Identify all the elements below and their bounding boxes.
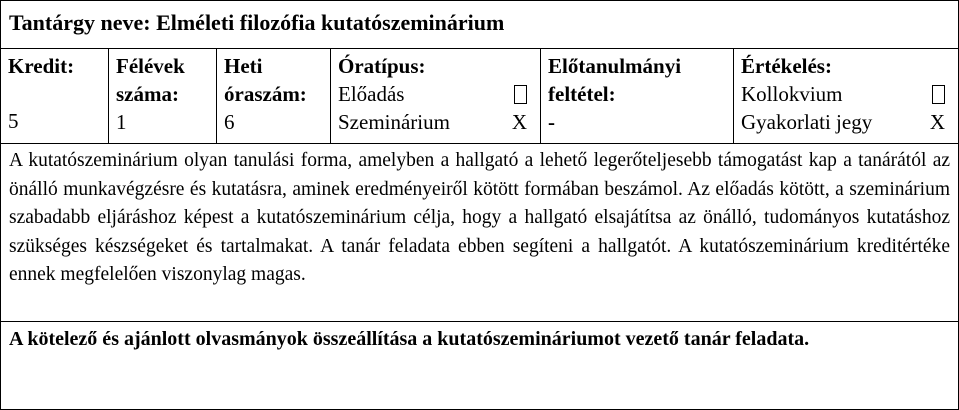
prerequisite-cell — [541, 49, 734, 143]
evaluation-option-practical — [741, 108, 953, 136]
evaluation-option-colloquium-label: Kollokvium — [741, 82, 843, 106]
course-description: A kutatószeminárium olyan tanulási forma, amelyben a hallgató a lehető legerőteljesebb támogatást kap a tanárától az önálló munkavégzésre és kutatásra, aminek eredményeiről kötött formában beszámol. Az előadás kötött, a szeminárium szabadabb eljáráshoz képest a kutatószeminárium célja, hogy a hallgató elsajátítsa az önálló, tudományos kutatáshoz szükséges készségeket és tartalmakat. A tanár feladata ebben segíteni a hallgatót. A kutatószeminárium kreditértéke ennek megfelelően viszonylag magas. — [9, 150, 950, 286]
prerequisite-value: - — [548, 110, 555, 134]
evaluation-option-practical-label: Gyakorlati jegy — [741, 110, 873, 134]
weekly-hours-cell — [217, 49, 331, 143]
weekly-hours-label-1: Heti — [224, 54, 263, 78]
class-type-option-lecture — [338, 80, 535, 108]
class-type-option-seminar-label: Szeminárium — [338, 110, 450, 134]
weekly-hours-label-2: óraszám: — [224, 82, 307, 106]
semesters-value: 1 — [116, 110, 127, 134]
prerequisite-label-2: feltétel: — [548, 82, 616, 106]
semesters-label-2: száma: — [116, 82, 179, 106]
semesters-cell — [109, 49, 217, 143]
evaluation-label: Értékelés: — [741, 54, 832, 78]
checkbox-empty-icon — [514, 85, 527, 104]
class-type-cell — [331, 49, 541, 143]
evaluation-option-colloquium — [741, 80, 953, 108]
credit-label: Kredit: — [8, 54, 75, 78]
credit-cell — [1, 49, 109, 143]
class-type-label: Óratípus: — [338, 54, 426, 78]
class-type-option-seminar-mark: X — [511, 110, 527, 134]
semesters-label-1: Félévek — [116, 54, 185, 78]
readings-note: A kötelező és ajánlott olvasmányok összeállítása a kutatószemináriumot vezető tanár feladata. — [1, 321, 958, 409]
prerequisite-label-1: Előtanulmányi — [548, 54, 682, 78]
weekly-hours-value: 6 — [224, 110, 235, 134]
evaluation-cell — [734, 49, 958, 143]
course-info-row — [1, 49, 958, 144]
credit-value: 5 — [8, 109, 19, 133]
class-type-option-lecture-label: Előadás — [338, 82, 405, 106]
evaluation-option-practical-mark: X — [929, 110, 945, 134]
checkbox-empty-icon — [932, 85, 945, 104]
course-title: Tantárgy neve: Elméleti filozófia kutatószeminárium — [1, 1, 958, 49]
class-type-option-seminar — [338, 108, 535, 136]
